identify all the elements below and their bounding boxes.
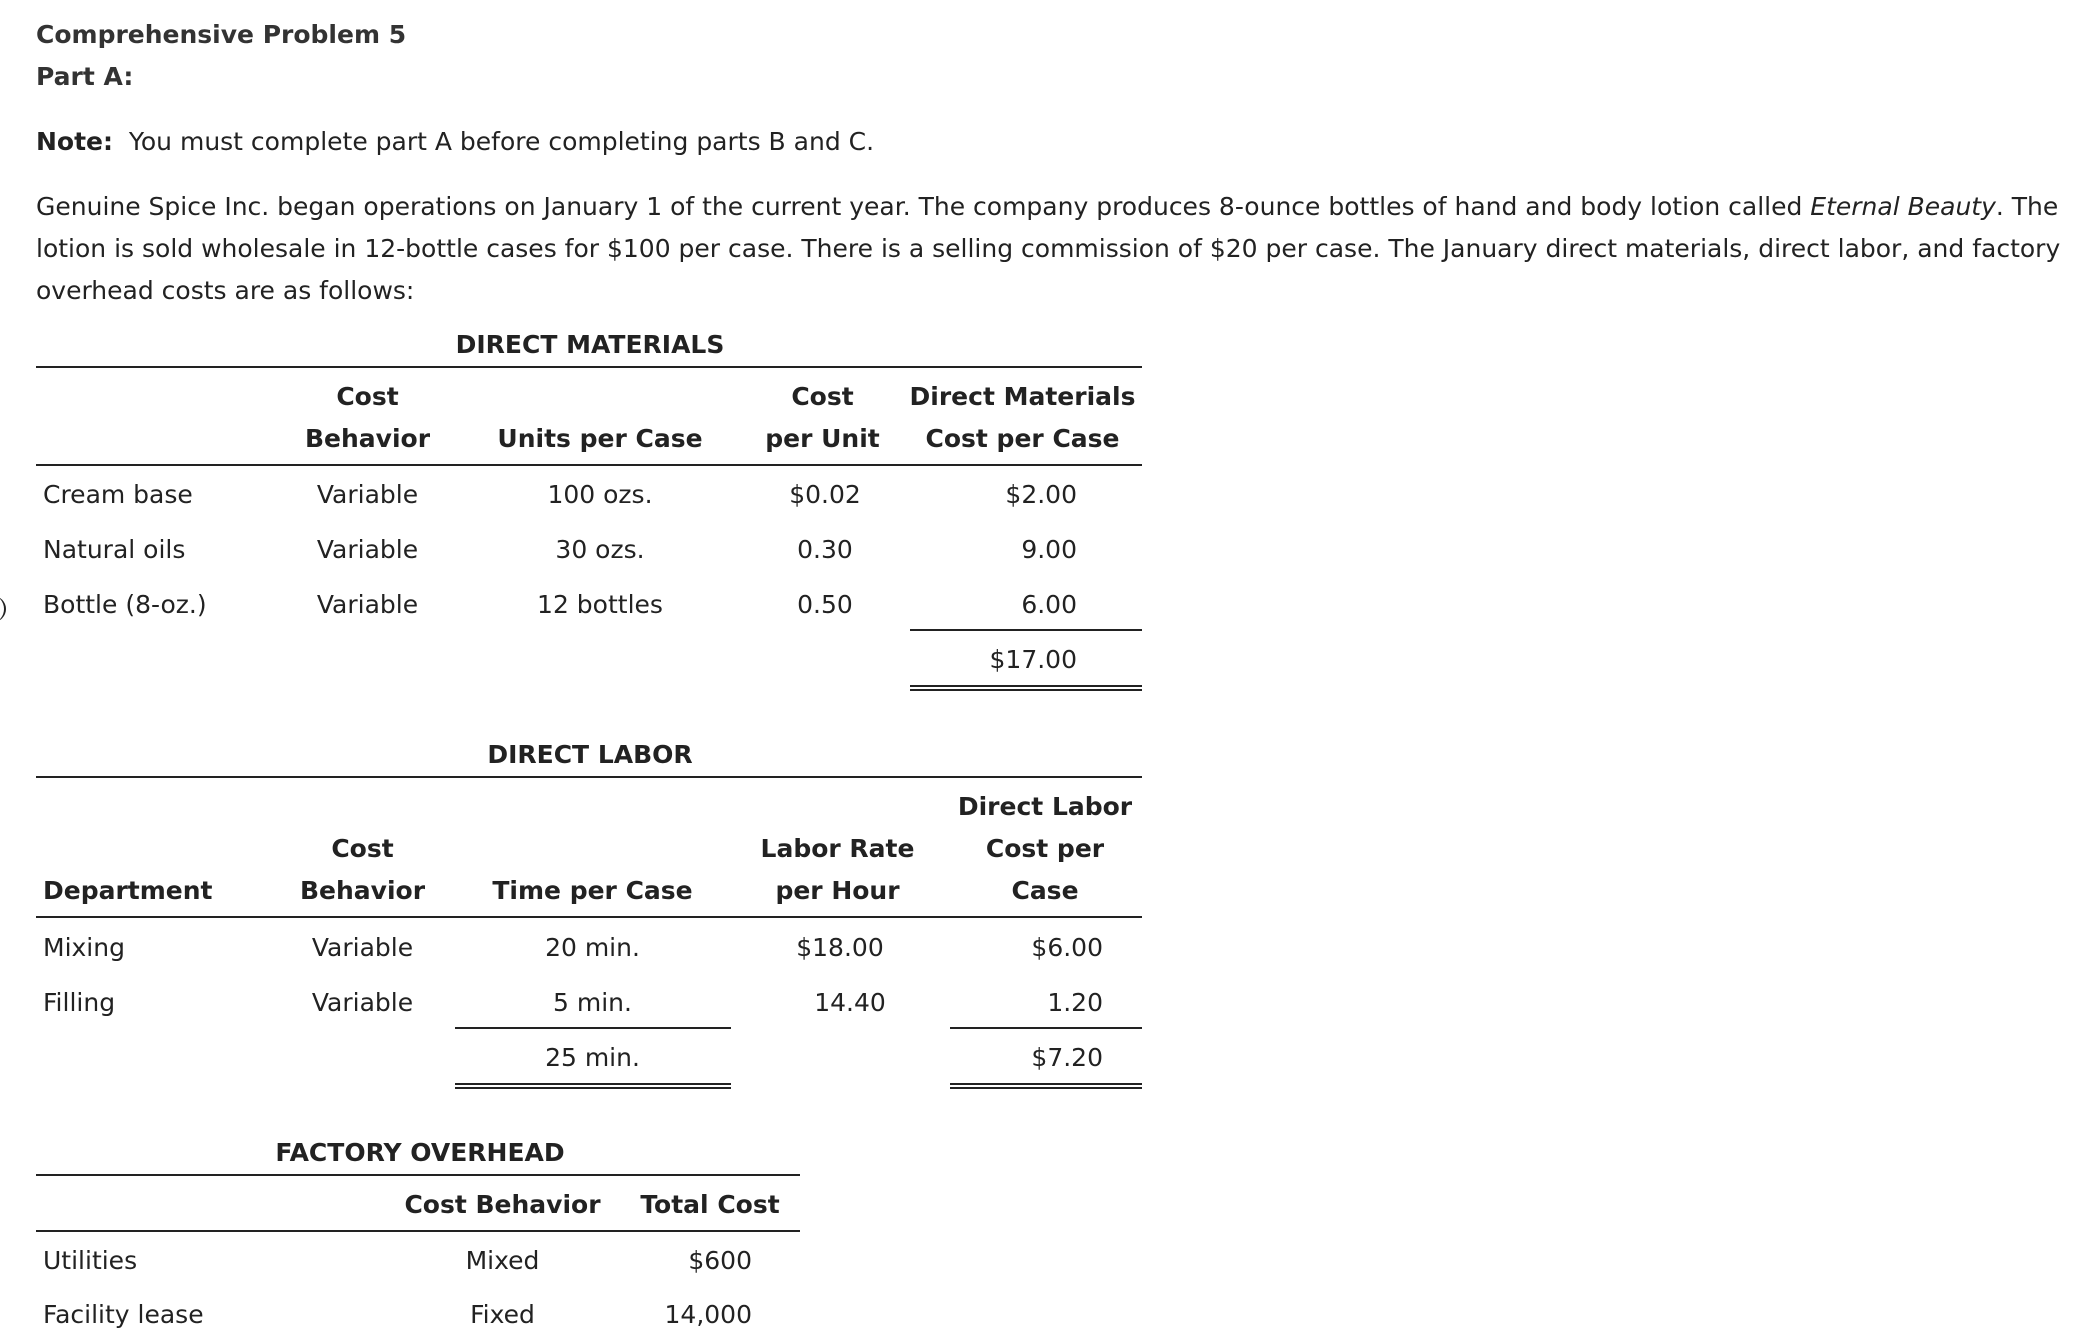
note-label: Note: — [36, 127, 114, 156]
dl-top-rule — [36, 776, 1142, 778]
fo-item: Utilities — [43, 1246, 138, 1275]
dm-item: Natural oils — [43, 535, 186, 564]
dl-cost-double-rule — [950, 1083, 1142, 1089]
dl-cost: $6.00 — [1031, 933, 1103, 962]
dm-units: 12 bottles — [537, 590, 663, 619]
dl-header-cost-3: Case — [1011, 876, 1079, 905]
dl-behavior: Variable — [311, 933, 414, 962]
dl-header-cost-2: Cost per — [985, 834, 1105, 863]
dm-header-cost-unit-2: per Unit — [765, 424, 880, 453]
dm-header-behavior-2: Behavior — [304, 424, 431, 453]
direct-materials-heading: DIRECT MATERIALS — [455, 330, 725, 359]
dm-cost-per-case: $2.00 — [1005, 480, 1077, 509]
dl-header-rate-2: per Hour — [775, 876, 900, 905]
direct-labor-heading: DIRECT LABOR — [487, 740, 693, 769]
dl-department: Filling — [43, 988, 116, 1017]
dl-time: 5 min. — [553, 988, 632, 1017]
intro-text-2: . The lotion is sold wholesale in 12-bottle cases for $100 per case. There is a selling commission of $20 per case. The January direct materials, direct labor, and factory overhead costs are as follows: — [36, 192, 2061, 305]
fo-behavior: Mixed — [465, 1246, 540, 1275]
dl-header-time: Time per Case — [492, 876, 693, 905]
dl-header-rate-1: Labor Rate — [760, 834, 915, 863]
fo-header-behavior: Cost Behavior — [404, 1190, 601, 1219]
dm-behavior: Variable — [316, 480, 419, 509]
intro-text-1: Genuine Spice Inc. began operations on January 1 of the current year. The company produces 8-ounce bottles of hand and body lotion called — [36, 192, 1811, 221]
dm-units: 30 ozs. — [555, 535, 645, 564]
dl-time-double-rule — [455, 1083, 731, 1089]
dm-cost-per-unit: $0.02 — [789, 480, 861, 509]
dl-header-rule — [36, 916, 1142, 918]
intro-paragraph — [36, 186, 2077, 312]
note-text: You must complete part A before completing parts B and C. — [128, 127, 875, 156]
factory-overhead-heading: FACTORY OVERHEAD — [275, 1138, 565, 1167]
fo-behavior: Fixed — [470, 1300, 535, 1329]
dl-department: Mixing — [43, 933, 125, 962]
dm-subtotal-rule — [910, 629, 1142, 631]
dl-header-behavior-2: Behavior — [299, 876, 426, 905]
part-label: Part A: — [36, 62, 134, 91]
dm-item: Bottle (8-oz.) — [43, 590, 207, 619]
fo-header-rule — [36, 1230, 800, 1232]
dl-header-cost-1: Direct Labor — [957, 792, 1133, 821]
dm-total: $17.00 — [989, 645, 1077, 674]
dm-header-behavior-1: Cost — [336, 382, 399, 411]
dl-header-department: Department — [43, 876, 213, 905]
dm-cost-per-unit: 0.30 — [797, 535, 853, 564]
dl-cost: 1.20 — [1047, 988, 1103, 1017]
fo-top-rule — [36, 1174, 800, 1176]
product-name: Eternal Beauty — [1810, 192, 1996, 221]
dl-cost-subtotal-rule — [950, 1027, 1142, 1029]
dm-cost-per-unit: 0.50 — [797, 590, 853, 619]
dl-rate: 14.40 — [814, 988, 886, 1017]
dm-behavior: Variable — [316, 535, 419, 564]
dl-behavior: Variable — [311, 988, 414, 1017]
dm-header-units: Units per Case — [497, 424, 703, 453]
dm-header-cost-case-1: Direct Materials — [909, 382, 1136, 411]
dm-cost-per-case: 6.00 — [1021, 590, 1077, 619]
note — [36, 127, 874, 156]
dm-header-cost-case-2: Cost per Case — [925, 424, 1120, 453]
dl-time-subtotal-rule — [455, 1027, 731, 1029]
problem-title: Comprehensive Problem 5 — [36, 20, 407, 49]
fo-total: $600 — [688, 1246, 752, 1275]
dl-rate: $18.00 — [796, 933, 884, 962]
dm-top-rule — [36, 366, 1142, 368]
dm-header-rule — [36, 464, 1142, 466]
dm-item: Cream base — [43, 480, 193, 509]
dm-header-cost-unit-1: Cost — [791, 382, 854, 411]
dl-time: 20 min. — [545, 933, 640, 962]
dl-header-behavior-1: Cost — [331, 834, 394, 863]
dm-behavior: Variable — [316, 590, 419, 619]
fo-total: 14,000 — [664, 1300, 752, 1329]
dm-units: 100 ozs. — [547, 480, 653, 509]
dl-total-time: 25 min. — [545, 1043, 640, 1072]
dm-cost-per-case: 9.00 — [1021, 535, 1077, 564]
left-edge-mark — [0, 596, 6, 622]
dm-total-double-rule — [910, 685, 1142, 691]
fo-header-total: Total Cost — [640, 1190, 780, 1219]
dl-total-cost: $7.20 — [1031, 1043, 1103, 1072]
fo-item: Facility lease — [43, 1300, 204, 1329]
